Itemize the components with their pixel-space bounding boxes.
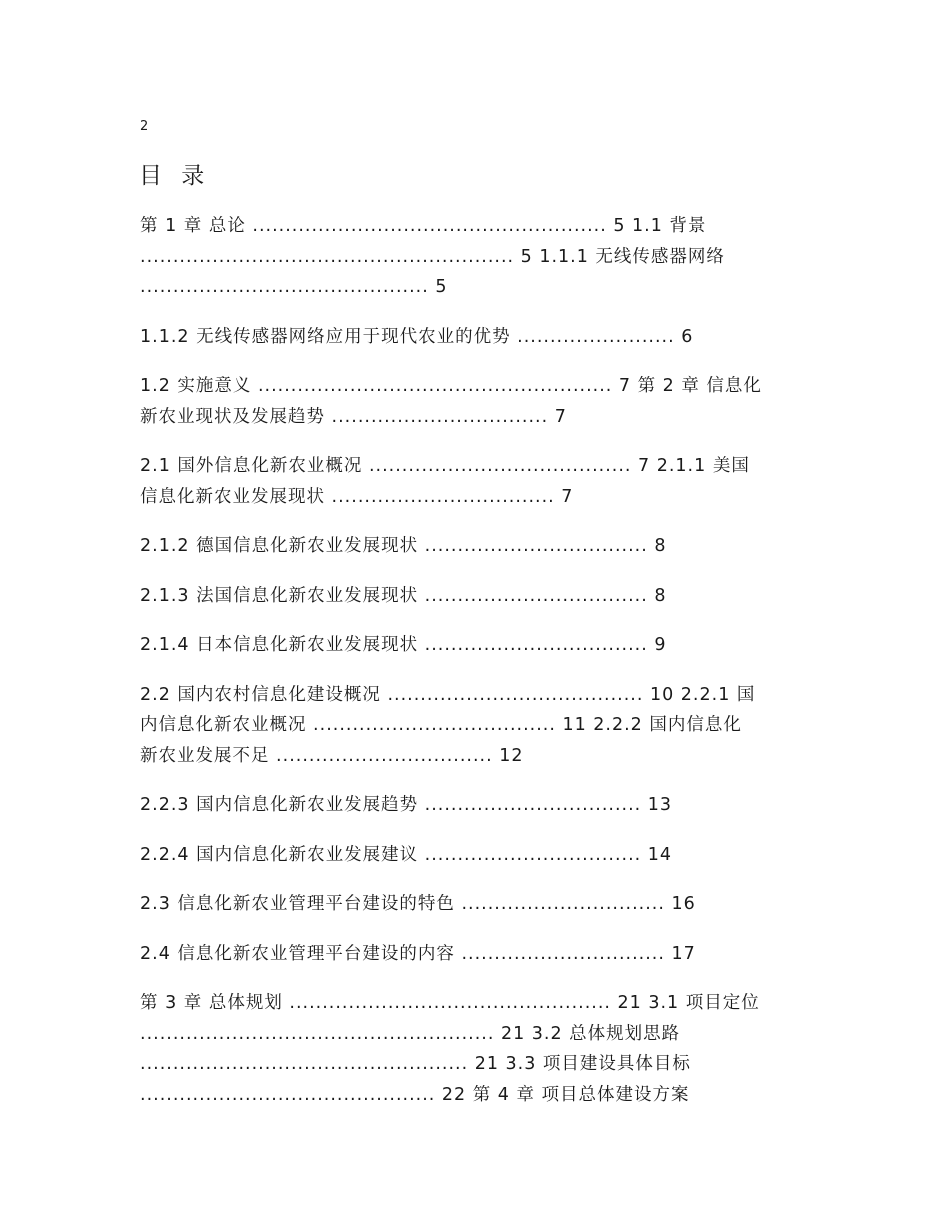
toc-line: .................................................. 21 3.3 项目建设具体目标 xyxy=(140,1054,691,1074)
toc-line: 1.2 实施意义 ...................................................... 7 第 2 章 信息化 xyxy=(140,376,762,396)
toc-entry xyxy=(140,451,805,512)
toc-line: ............................................. 22 第 4 章 项目总体建设方案 xyxy=(140,1084,690,1105)
toc-line: 2.3 信息化新农业管理平台建设的特色 ............................... 16 xyxy=(140,894,696,914)
toc-line: 1.1.2 无线传感器网络应用于现代农业的优势 ........................ 6 xyxy=(140,326,694,347)
toc-entry xyxy=(140,581,805,612)
toc-line: 新农业现状及发展趋势 ................................. 7 xyxy=(140,406,567,427)
toc-entry xyxy=(140,630,805,661)
toc-line: 第 3 章 总体规划 ................................................. 21 3.1 项目定位 xyxy=(140,993,760,1013)
toc-entry xyxy=(140,211,805,303)
toc-line: 2.1.2 德国信息化新农业发展现状 .................................. 8 xyxy=(140,536,667,556)
page-number: 2 xyxy=(140,119,149,134)
toc-line: 2.2.3 国内信息化新农业发展趋势 ................................. 13 xyxy=(140,795,673,815)
toc-line: ...................................................... 21 3.2 总体规划思路 xyxy=(140,1023,681,1044)
toc-line: ......................................................... 5 1.1.1 无线传感器网络 xyxy=(140,246,725,267)
toc-line: 2.2.4 国内信息化新农业发展建议 ................................. 14 xyxy=(140,844,673,865)
toc-entry xyxy=(140,531,805,562)
toc-line: ............................................ 5 xyxy=(140,277,448,297)
toc-entry xyxy=(140,322,805,353)
toc-entry xyxy=(140,840,805,871)
toc-line: 2.2 国内农村信息化建设概况 ....................................... 10 2.2.1 国 xyxy=(140,684,756,705)
toc-line: 2.1.4 日本信息化新农业发展现状 .................................. 9 xyxy=(140,635,667,655)
toc-entry xyxy=(140,790,805,821)
toc-line: 2.1 国外信息化新农业概况 ........................................ 7 2.1.1 美国 xyxy=(140,456,750,476)
toc-line: 第 1 章 总论 ...................................................... 5 1.1 背景 xyxy=(140,216,707,236)
toc-line: 2.4 信息化新农业管理平台建设的内容 ............................... 17 xyxy=(140,943,696,964)
toc-heading: 目 录 xyxy=(139,163,211,189)
toc-line: 信息化新农业发展现状 .................................. 7 xyxy=(140,486,574,507)
toc-entry xyxy=(140,988,805,1110)
toc-line: 内信息化新农业概况 ..................................... 11 2.2.2 国内信息化 xyxy=(140,715,742,735)
toc-entry xyxy=(140,889,805,920)
toc-line: 新农业发展不足 ................................. 12 xyxy=(140,745,524,766)
toc-entry xyxy=(140,939,805,970)
toc-entry xyxy=(140,371,805,432)
toc-entry xyxy=(140,680,805,772)
table-of-contents xyxy=(140,211,805,1129)
toc-line: 2.1.3 法国信息化新农业发展现状 .................................. 8 xyxy=(140,585,667,606)
